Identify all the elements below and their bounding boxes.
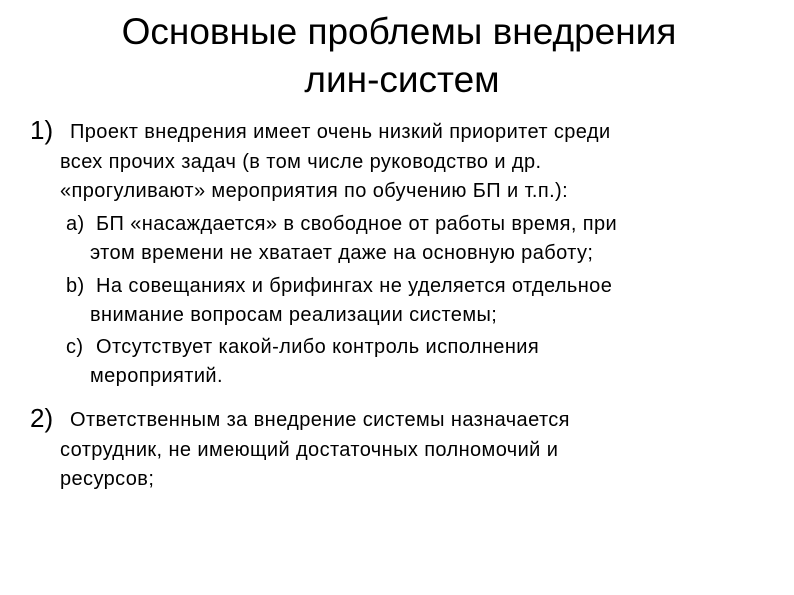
slide-title [0, 8, 794, 104]
title-line-1: Основные проблемы внедрения [121, 11, 677, 52]
subitem-b-marker: b) [66, 275, 85, 297]
subitem-a-marker: a) [66, 213, 85, 235]
item-1-line-2: всех прочих задач (в том числе руководство и др. [60, 151, 542, 173]
item-2-number: 2) [30, 403, 54, 433]
subitem-a-line-2: этом времени не хватает даже на основную работу; [90, 242, 594, 264]
item-2-line-1: Ответственным за внедрение системы назначается [70, 409, 570, 431]
subitem-c-marker: c) [66, 336, 84, 358]
item-1-line-1: Проект внедрения имеет очень низкий приоритет среди [70, 121, 611, 143]
title-line-2: лин-систем [304, 59, 500, 100]
subitem-a-line-1: БП «насаждается» в свободное от работы время, при [96, 213, 618, 235]
subitem-b-line-2: внимание вопросам реализации системы; [90, 304, 498, 326]
subitem-b-line-1: На совещаниях и брифингах не уделяется отдельное [96, 275, 613, 297]
item-2-line-2: сотрудник, не имеющий достаточных полномочий и [60, 439, 559, 461]
item-1-number: 1) [30, 115, 54, 145]
subitem-c-line-2: мероприятий. [90, 365, 223, 387]
item-2-line-3: ресурсов; [60, 468, 155, 490]
item-1-line-3: «прогуливают» мероприятия по обучению БП и т.п.): [60, 180, 569, 202]
subitem-c-line-1: Отсутствует какой-либо контроль исполнения [96, 336, 540, 358]
